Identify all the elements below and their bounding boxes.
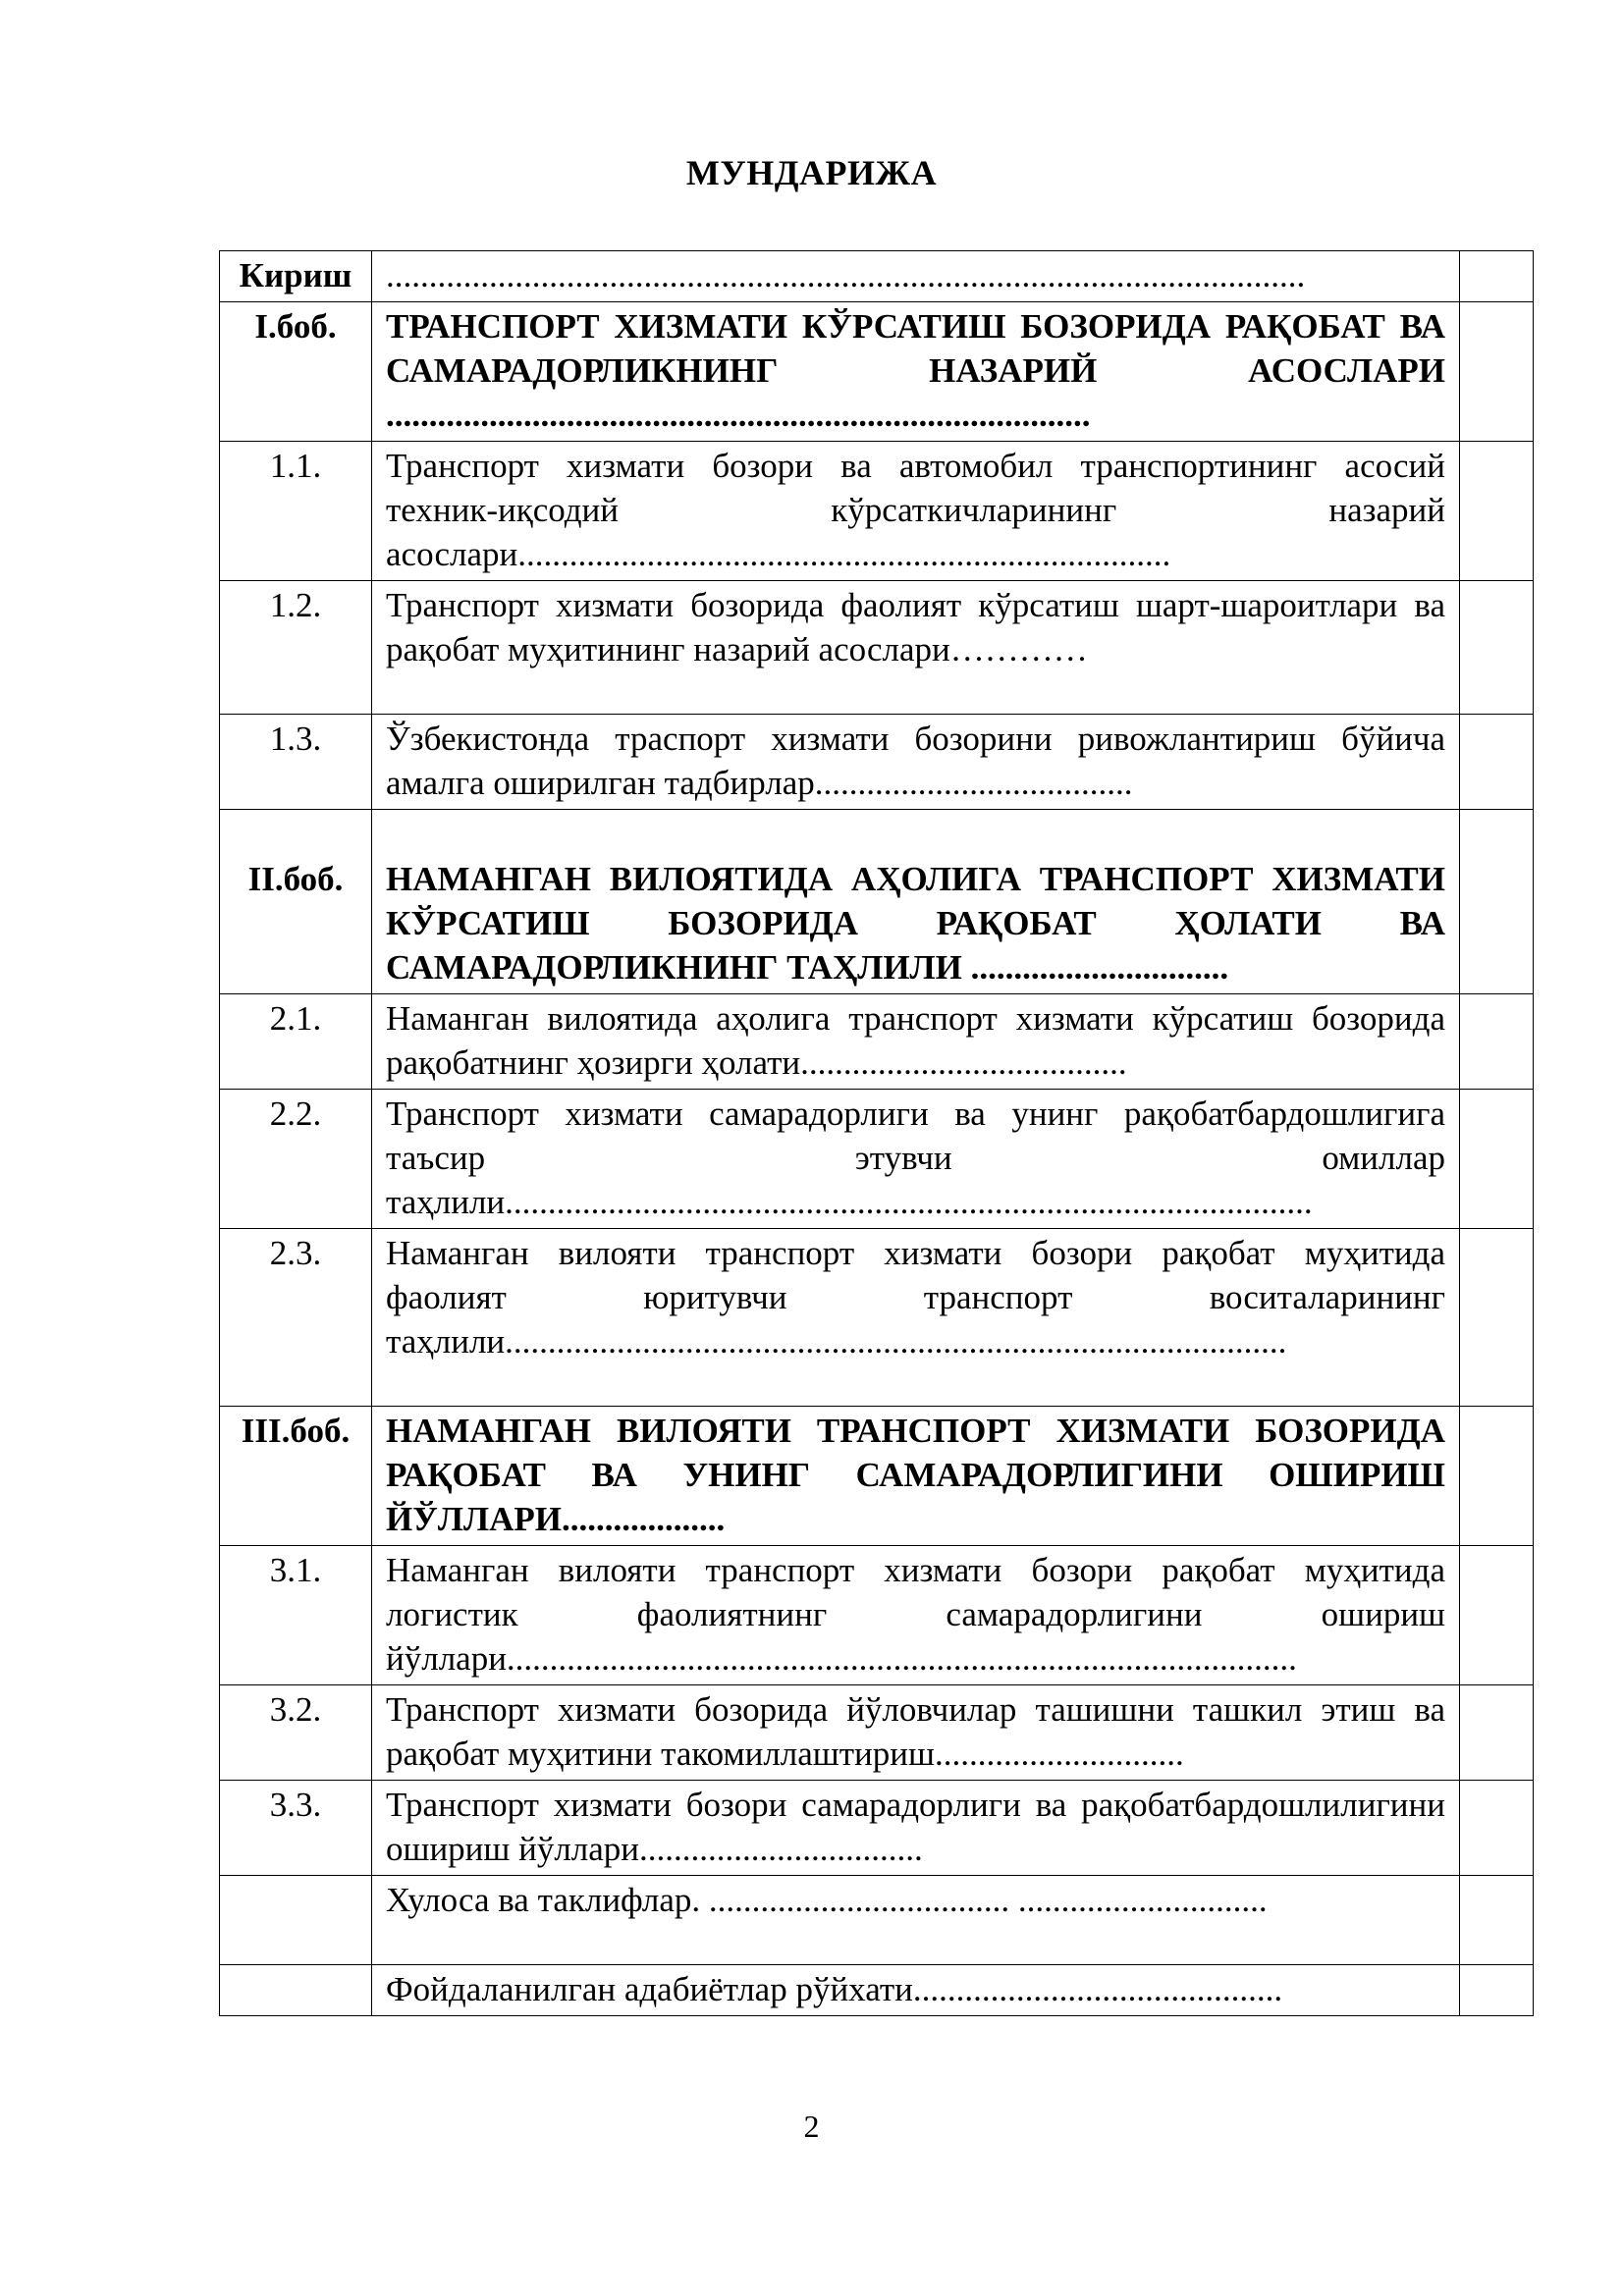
toc-title: Транспорт хизмати бозорида фаолият кўрсатиш шарт-шароитлари ва рақобат муҳитининг назарий асослари…………: [372, 581, 1460, 715]
toc-number: 3.1.: [220, 1546, 372, 1685]
toc-number: 2.3.: [220, 1229, 372, 1407]
toc-page-cell: [1460, 1685, 1534, 1781]
toc-page-cell: [1460, 994, 1534, 1090]
toc-number: Кириш: [220, 251, 372, 302]
toc-page-cell: [1460, 715, 1534, 810]
toc-title: Наманган вилояти транспорт хизмати бозори рақобат муҳитида фаолият юритувчи транспорт воситаларининг таҳлили...........................................................................................: [372, 1229, 1460, 1407]
toc-row-chapter-1: [220, 302, 1534, 442]
toc-page-cell: [1460, 1090, 1534, 1229]
toc-page-cell: [1460, 581, 1534, 715]
toc-page-cell: [1460, 251, 1534, 302]
toc-number: 1.3.: [220, 715, 372, 810]
toc-title: НАМАНГАН ВИЛОЯТИ ТРАНСПОРТ ХИЗМАТИ БОЗОРИДА РАҚОБАТ ВА УНИНГ САМАРАДОРЛИГИНИ ОШИРИШ ЙЎЛЛАРИ...................: [372, 1407, 1460, 1546]
toc-title: Хулоса ва таклифлар. ................................... .............................: [372, 1876, 1460, 1965]
toc-row-3-2: [220, 1685, 1534, 1781]
toc-number: 3.2.: [220, 1685, 372, 1781]
toc-row-2-3: [220, 1229, 1534, 1407]
page-title: МУНДАРИЖА: [685, 153, 938, 192]
toc-title: Фойдаланилган адабиётлар рўйхати...........................................: [372, 1965, 1460, 2016]
toc-title: Наманган вилояти транспорт хизмати бозори рақобат муҳитида логистик фаолиятнинг самарадорлигини ошириш йўллари............................................................................................: [372, 1546, 1460, 1685]
toc-page-cell: [1460, 1229, 1534, 1407]
toc-title: Транспорт хизмати самарадорлиги ва унинг рақобатбардошлигига таъсир этувчи омиллар таҳлили..............................................................................................: [372, 1090, 1460, 1229]
toc-title: Ўзбекистонда траспорт хизмати бозорини ривожлантириш бўйича амалга оширилган тадбирлар.....................................: [372, 715, 1460, 810]
toc-row-1-1: [220, 442, 1534, 581]
toc-row-chapter-3: [220, 1407, 1534, 1546]
toc-page-cell: [1460, 810, 1534, 994]
toc-title: Транспорт хизмати бозорида йўловчилар ташишни ташкил этиш ва рақобат муҳитини такомиллаштириш.............................: [372, 1685, 1460, 1781]
toc-number: 1.2.: [220, 581, 372, 715]
toc-row-3-3: [220, 1781, 1534, 1876]
toc-row-3-1: [220, 1546, 1534, 1685]
toc-row-1-2: [220, 581, 1534, 715]
toc-page-cell: [1460, 1965, 1534, 2016]
toc-page-cell: [1460, 1781, 1534, 1876]
toc-number: [220, 1965, 372, 2016]
toc-number: 1.1.: [220, 442, 372, 581]
toc-title: Транспорт хизмати бозори самарадорлиги ва рақобатбардошлилигини ошириш йўллари.................................: [372, 1781, 1460, 1876]
toc-page-cell: [1460, 302, 1534, 442]
toc-row-intro: [220, 251, 1534, 302]
toc-number: [220, 1876, 372, 1965]
table-of-contents: [219, 250, 1534, 2016]
toc-title: Транспорт хизмати бозори ва автомобил транспортининг асосий техник-иқсодий кўрсаткичларининг назарий асослари............................................................................: [372, 442, 1460, 581]
toc-number: I.боб.: [220, 302, 372, 442]
toc-number: III.боб.: [220, 1407, 372, 1546]
toc-number: 2.1.: [220, 994, 372, 1090]
page-number: 2: [803, 2109, 820, 2144]
toc-row-1-3: [220, 715, 1534, 810]
toc-row-references: [220, 1965, 1534, 2016]
toc-row-2-1: [220, 994, 1534, 1090]
toc-page-cell: [1460, 1407, 1534, 1546]
toc-row-chapter-2: [220, 810, 1534, 994]
toc-title: ...........................................................................................................: [372, 251, 1460, 302]
toc-page-cell: [1460, 1546, 1534, 1685]
toc-number: 2.2.: [220, 1090, 372, 1229]
toc-title: НАМАНГАН ВИЛОЯТИДА АҲОЛИГА ТРАНСПОРТ ХИЗМАТИ КЎРСАТИШ БОЗОРИДА РАҚОБАТ ҲОЛАТИ ВА САМАРАДОРЛИКНИНГ ТАҲЛИЛИ ..............................: [372, 810, 1460, 994]
toc-number: II.боб.: [220, 810, 372, 994]
toc-page-cell: [1460, 442, 1534, 581]
toc-number: 3.3.: [220, 1781, 372, 1876]
toc-page-cell: [1460, 1876, 1534, 1965]
toc-title: Наманган вилоятида аҳолига транспорт хизмати кўрсатиш бозорида рақобатнинг ҳозирги ҳолати......................................: [372, 994, 1460, 1090]
toc-row-2-2: [220, 1090, 1534, 1229]
toc-title: ТРАНСПОРТ ХИЗМАТИ КЎРСАТИШ БОЗОРИДА РАҚОБАТ ВА САМАРАДОРЛИКНИНГ НАЗАРИЙ АСОСЛАРИ ..................................................................................: [372, 302, 1460, 442]
toc-row-conclusion: [220, 1876, 1534, 1965]
